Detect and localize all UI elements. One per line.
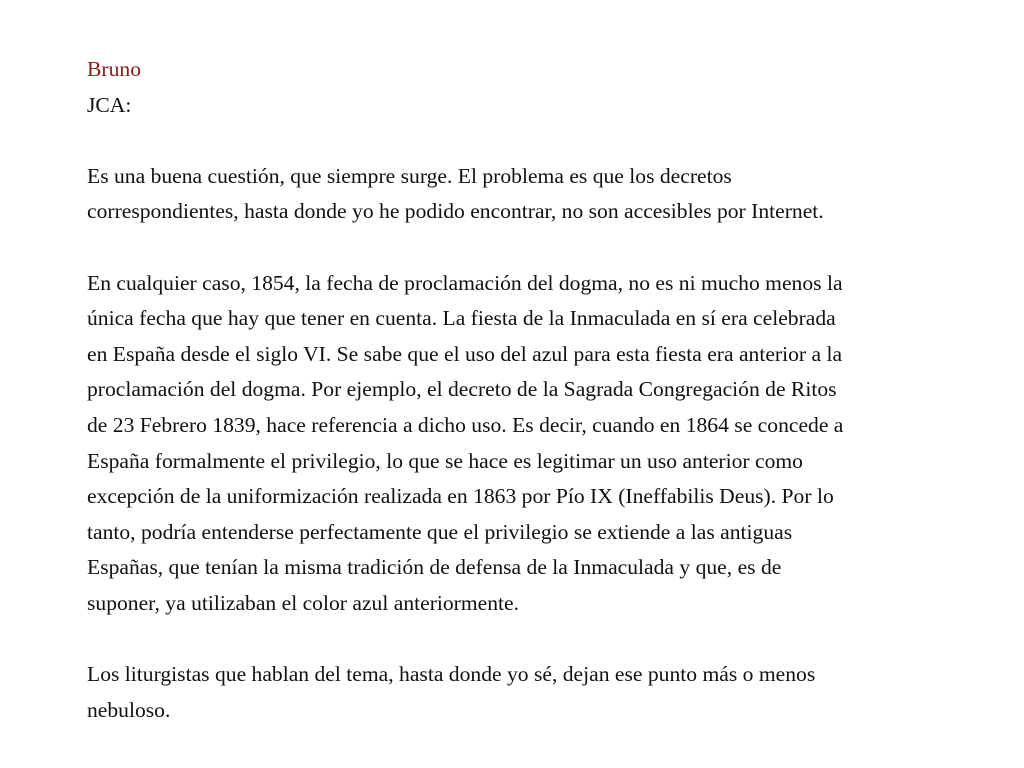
author-name: Bruno <box>87 57 141 81</box>
paragraph-2: En cualquier caso, 1854, la fecha de proclamación del dogma, no es ni mucho menos la única fecha que hay que tener en cuenta. La fiesta de la Inmaculada en sí era celebrada en España desde el siglo VI. Se sabe que el uso del azul para esta fiesta era anterior a la proclamación del dogma. Por ejemplo, el decreto de la Sagrada Congregación de Ritos de 23 Febrero 1839, hace referencia a dicho uso. Es decir, cuando en 1864 se concede a España formalmente el privilegio, lo que se hace es legitimar un uso anterior como excepción de la uniformización realizada en 1863 por Pío IX (Ineffabilis Deus). Por lo tanto, podría entenderse perfectamente que el privilegio se extiende a las antiguas Españas, que tenían la misma tradición de defensa de la Inmaculada y que, es de suponer, ya utilizaban el color azul anteriormente. <box>87 270 844 615</box>
paragraph-3: Los liturgistas que hablan del tema, hasta donde yo sé, dejan ese punto más o menos nebuloso. <box>87 662 816 722</box>
respondent-label: JCA: <box>87 92 132 117</box>
post-content <box>87 52 1002 728</box>
paragraph-1: Es una buena cuestión, que siempre surge. El problema es que los decretos correspondientes, hasta donde yo he podido encontrar, no son accesibles por Internet. <box>87 163 824 224</box>
